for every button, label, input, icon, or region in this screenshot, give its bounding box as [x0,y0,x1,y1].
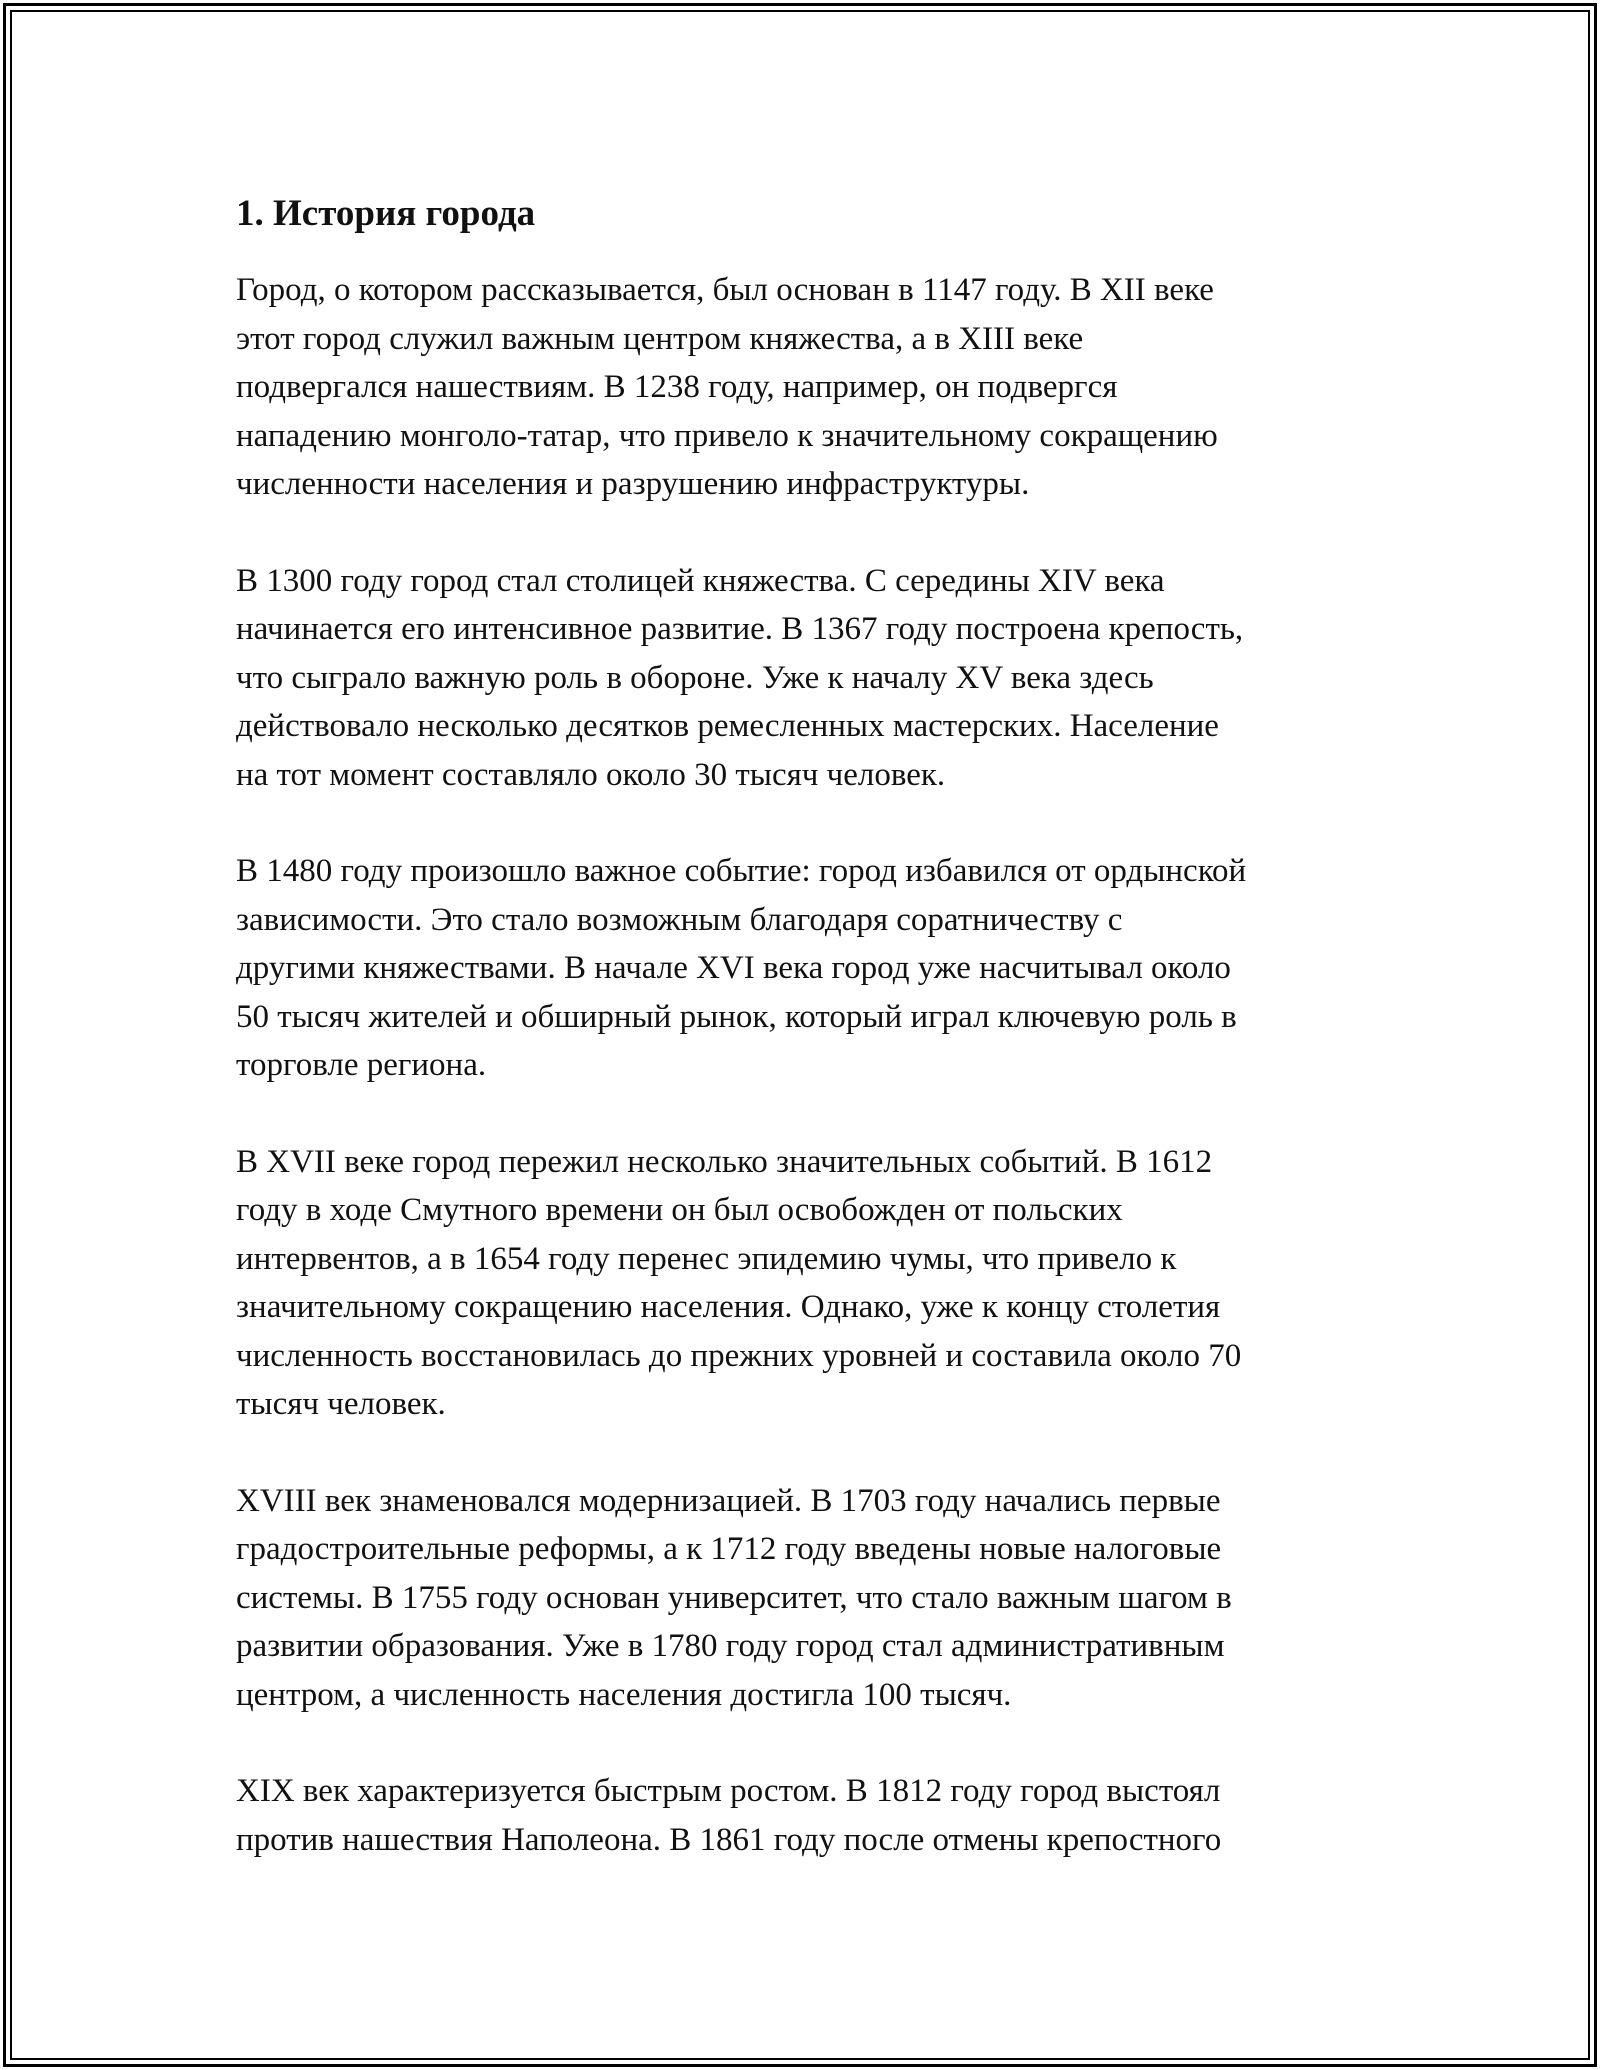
paragraph: Город, о котором рассказывается, был основан в 1147 году. В XII веке этот город служил важным центром княжества, а в XIII веке подвергался нашествиям. В 1238 году, например, он подвергся нападению монголо-татар, что привело к значительному сокращению численности населения и разрушению инфраструктуры. [236,272,1218,502]
paragraph: XVIII век знаменовался модернизацией. В 1703 году начались первые градостроительные реформы, а к 1712 году введены новые налоговые системы. В 1755 году основан университет, что стало важным шагом в развитии образования. Уже в 1780 году город стал административным центром, а численность населения достигла 100 тысяч. [236,1482,1232,1713]
paragraph: В 1300 году город стал столицей княжества. С середины XIV века начинается его интенсивное развитие. В 1367 году построена крепость, что сыграло важную роль в обороне. Уже к началу XV века здесь действовало несколько десятков ремесленных мастерских. Население на тот момент составляло около 30 тысяч человек. [236,562,1244,793]
paragraph: В XVII веке город пережил несколько значительных событий. В 1612 году в ходе Смутного времени он был освобожден от польских интервентов, а в 1654 году перенес эпидемию чумы, что привело к значительному сокращению населения. Однако, уже к концу столетия численность восстановилась до прежних уровней и составила около 70 тысяч человек. [236,1143,1242,1422]
paragraph: XIX век характеризуется быстрым ростом. В 1812 году город выстоял против нашествия Наполеона. В 1861 году после отмены крепостного [236,1773,1222,1858]
paragraph: В 1480 году произошло важное событие: город избавился от ордынской зависимости. Это стало возможным благодаря соратничеству с другими княжествами. В начале XVI века город уже насчитывал около 50 тысяч жителей и обширный рынок, который играл ключевую роль в торговле региона. [236,853,1247,1083]
section-heading: 1. История города [236,193,536,234]
document-body [236,188,1376,1912]
